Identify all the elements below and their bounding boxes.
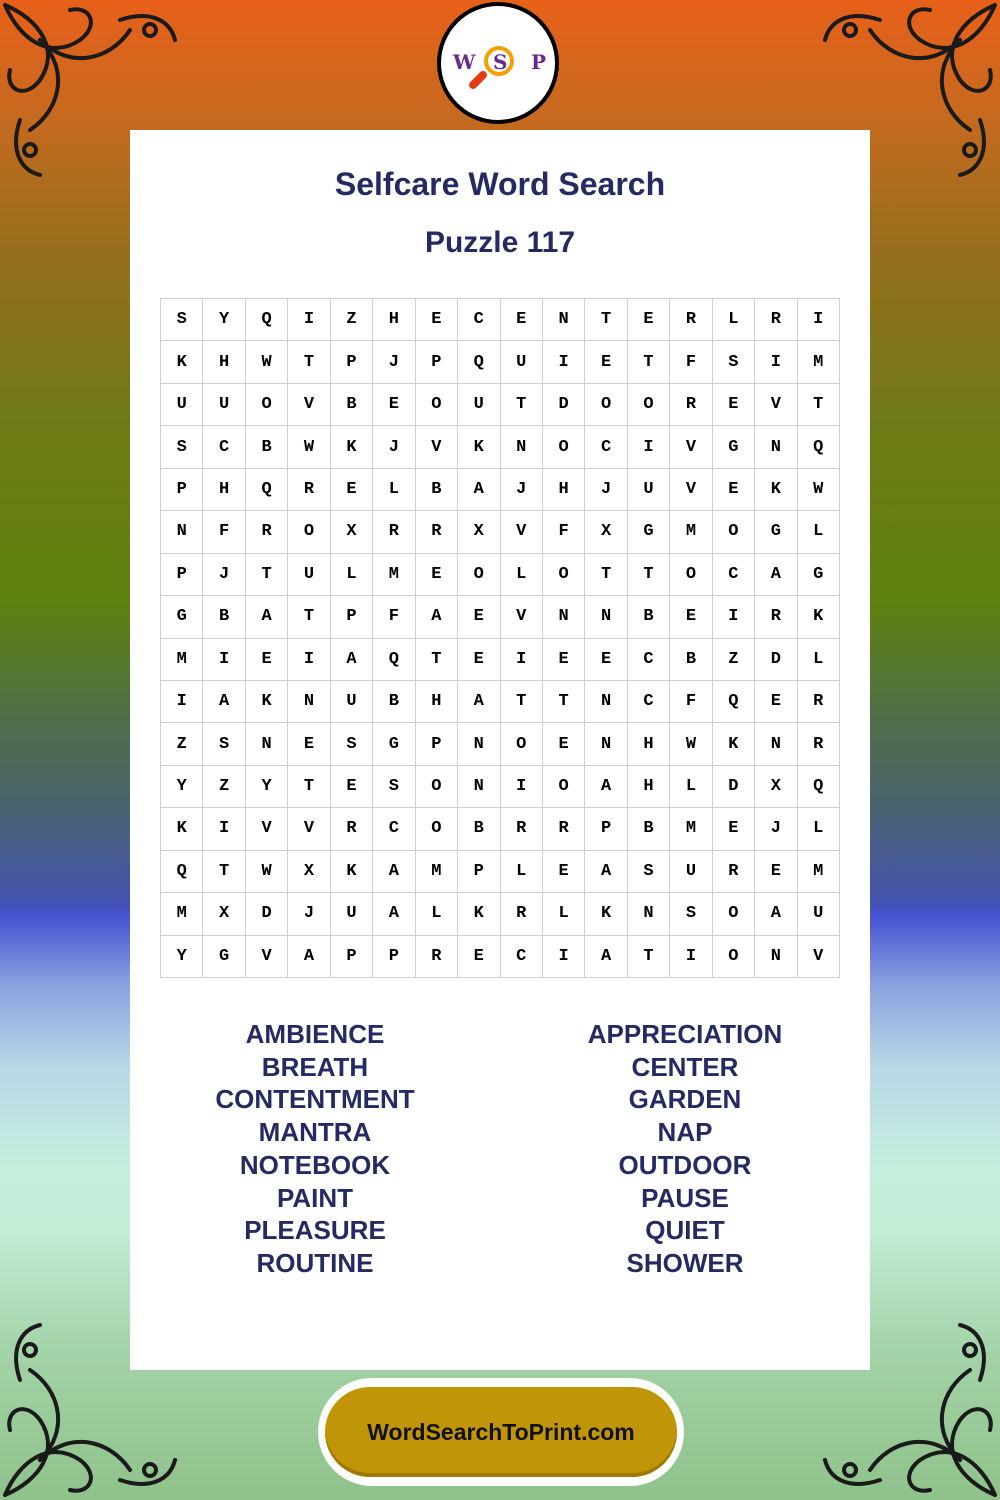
grid-cell[interactable]: B (246, 426, 288, 468)
grid-cell[interactable]: O (246, 384, 288, 426)
grid-cell[interactable]: N (543, 299, 585, 341)
grid-cell[interactable]: M (373, 554, 415, 596)
grid-cell[interactable]: R (755, 596, 797, 638)
grid-cell[interactable]: N (585, 681, 627, 723)
grid-cell[interactable]: E (416, 554, 458, 596)
grid-cell[interactable]: J (501, 469, 543, 511)
grid-cell[interactable]: G (755, 511, 797, 553)
grid-cell[interactable]: O (501, 723, 543, 765)
grid-cell[interactable]: U (331, 893, 373, 935)
grid-cell[interactable]: O (713, 893, 755, 935)
grid-cell[interactable]: V (416, 426, 458, 468)
grid-cell[interactable]: P (331, 936, 373, 978)
grid-cell[interactable]: S (203, 723, 245, 765)
word-list-item: PAINT (276, 1182, 354, 1213)
grid-cell[interactable]: H (203, 341, 245, 383)
grid-cell[interactable]: E (331, 766, 373, 808)
grid-cell[interactable]: Q (798, 426, 840, 468)
grid-cell[interactable]: U (670, 851, 712, 893)
grid-cell[interactable]: X (458, 511, 500, 553)
grid-cell[interactable]: O (416, 766, 458, 808)
grid-cell[interactable]: K (331, 426, 373, 468)
grid-cell[interactable]: J (373, 341, 415, 383)
grid-cell[interactable]: T (798, 384, 840, 426)
grid-cell[interactable]: Z (161, 723, 203, 765)
grid-cell[interactable]: E (585, 639, 627, 681)
grid-cell[interactable]: N (543, 596, 585, 638)
grid-cell[interactable]: W (246, 851, 288, 893)
grid-cell[interactable]: O (670, 554, 712, 596)
grid-cell[interactable]: H (416, 681, 458, 723)
grid-cell[interactable]: M (798, 341, 840, 383)
grid-cell[interactable]: M (798, 851, 840, 893)
grid-cell[interactable]: Q (246, 469, 288, 511)
grid-cell[interactable]: E (246, 639, 288, 681)
grid-cell[interactable]: T (585, 554, 627, 596)
grid-cell[interactable]: G (798, 554, 840, 596)
grid-cell[interactable]: R (288, 469, 330, 511)
grid-cell[interactable]: L (798, 511, 840, 553)
grid-cell[interactable]: N (501, 426, 543, 468)
grid-cell[interactable]: B (458, 808, 500, 850)
grid-cell[interactable]: E (288, 723, 330, 765)
word-list-item: GARDEN (628, 1084, 742, 1115)
grid-cell[interactable]: I (543, 341, 585, 383)
grid-cell[interactable]: C (713, 554, 755, 596)
word-list-item: OUTDOOR (618, 1149, 752, 1180)
grid-cell[interactable]: A (585, 766, 627, 808)
page-title: Selfcare Word Search (334, 166, 666, 202)
grid-cell[interactable]: I (161, 681, 203, 723)
grid-cell[interactable]: N (458, 723, 500, 765)
grid-cell[interactable]: K (798, 596, 840, 638)
logo-badge (441, 6, 555, 120)
grid-cell[interactable]: I (798, 299, 840, 341)
grid-cell[interactable]: C (585, 426, 627, 468)
grid-cell[interactable]: B (670, 639, 712, 681)
grid-cell[interactable]: T (203, 851, 245, 893)
grid-cell[interactable]: A (246, 596, 288, 638)
word-list-item: CONTENTMENT (215, 1084, 415, 1115)
grid-cell[interactable]: J (755, 808, 797, 850)
grid-cell[interactable]: E (713, 469, 755, 511)
grid-cell[interactable]: A (458, 469, 500, 511)
grid-cell[interactable]: E (713, 384, 755, 426)
word-list (130, 1018, 870, 1280)
grid-cell[interactable]: H (628, 766, 670, 808)
grid-cell[interactable]: I (288, 639, 330, 681)
grid-cell[interactable]: A (331, 639, 373, 681)
logo-letter-p: P (531, 50, 547, 74)
grid-cell[interactable]: U (331, 681, 373, 723)
grid-cell[interactable]: N (288, 681, 330, 723)
grid-cell[interactable]: R (670, 299, 712, 341)
grid-cell[interactable]: N (458, 766, 500, 808)
grid-cell[interactable]: N (161, 511, 203, 553)
grid-cell[interactable]: R (755, 299, 797, 341)
grid-cell[interactable]: R (416, 936, 458, 978)
grid-cell[interactable]: D (713, 766, 755, 808)
grid-cell[interactable]: E (628, 299, 670, 341)
grid-cell[interactable]: Q (798, 766, 840, 808)
grid-cell[interactable]: I (501, 766, 543, 808)
grid-cell[interactable]: P (331, 341, 373, 383)
grid-cell[interactable]: A (585, 936, 627, 978)
grid-cell[interactable]: M (161, 639, 203, 681)
grid-cell[interactable]: R (331, 808, 373, 850)
grid-cell[interactable]: T (628, 554, 670, 596)
grid-cell[interactable]: W (288, 426, 330, 468)
grid-cell[interactable]: T (416, 639, 458, 681)
grid-cell[interactable]: H (628, 723, 670, 765)
grid-cell[interactable]: E (458, 639, 500, 681)
grid-cell[interactable]: N (755, 426, 797, 468)
grid-cell[interactable]: W (670, 723, 712, 765)
grid-cell[interactable]: R (543, 808, 585, 850)
grid-cell[interactable]: N (628, 893, 670, 935)
grid-cell[interactable]: B (373, 681, 415, 723)
grid-cell[interactable]: B (416, 469, 458, 511)
grid-cell[interactable]: O (416, 808, 458, 850)
grid-cell[interactable]: S (628, 851, 670, 893)
grid-cell[interactable]: P (416, 341, 458, 383)
grid-cell[interactable]: P (161, 469, 203, 511)
grid-cell[interactable]: V (501, 596, 543, 638)
grid-cell[interactable]: U (288, 554, 330, 596)
grid-cell[interactable]: U (161, 384, 203, 426)
grid-cell[interactable]: O (713, 511, 755, 553)
grid-cell[interactable]: A (458, 681, 500, 723)
grid-cell[interactable]: Y (161, 766, 203, 808)
word-list-item: ROUTINE (256, 1247, 374, 1278)
word-list-item: NAP (657, 1117, 713, 1148)
grid-cell[interactable]: T (501, 681, 543, 723)
grid-cell[interactable]: V (501, 511, 543, 553)
grid-cell[interactable]: N (755, 723, 797, 765)
grid-cell[interactable]: M (416, 851, 458, 893)
grid-cell[interactable]: Z (331, 299, 373, 341)
grid-cell[interactable]: R (501, 893, 543, 935)
grid-cell[interactable]: V (798, 936, 840, 978)
word-list-item: AMBIENCE (245, 1019, 385, 1049)
grid-cell[interactable]: A (755, 893, 797, 935)
grid-cell[interactable]: L (713, 299, 755, 341)
word-list-right (500, 1018, 870, 1280)
grid-cell[interactable]: R (798, 681, 840, 723)
grid-cell[interactable]: O (416, 384, 458, 426)
logo-letter-s: S (493, 50, 508, 74)
grid-cell[interactable]: G (373, 723, 415, 765)
grid-cell[interactable]: O (585, 384, 627, 426)
grid-cell[interactable]: U (501, 341, 543, 383)
grid-cell[interactable]: Y (203, 299, 245, 341)
grid-cell[interactable]: J (373, 426, 415, 468)
grid-cell[interactable]: M (670, 511, 712, 553)
grid-cell[interactable]: S (161, 426, 203, 468)
word-list-item: APPRECIATION (587, 1019, 783, 1049)
puzzle-number: Puzzle 117 (424, 226, 576, 259)
grid-cell[interactable]: A (416, 596, 458, 638)
grid-cell[interactable]: O (458, 554, 500, 596)
grid-cell[interactable]: R (798, 723, 840, 765)
grid-cell[interactable]: E (458, 936, 500, 978)
grid-cell[interactable]: B (628, 808, 670, 850)
word-list-item: CENTER (631, 1051, 739, 1082)
grid-cell[interactable]: O (288, 511, 330, 553)
grid-cell[interactable]: O (543, 426, 585, 468)
grid-cell[interactable]: K (331, 851, 373, 893)
grid-cell[interactable]: I (203, 639, 245, 681)
grid-cell[interactable]: W (798, 469, 840, 511)
grid-cell[interactable]: O (543, 554, 585, 596)
grid-cell[interactable]: I (670, 936, 712, 978)
grid-cell[interactable]: V (246, 808, 288, 850)
grid-cell[interactable]: L (416, 893, 458, 935)
grid-cell[interactable]: X (288, 851, 330, 893)
grid-cell[interactable]: K (458, 893, 500, 935)
grid-cell[interactable]: D (543, 384, 585, 426)
grid-cell[interactable]: T (501, 384, 543, 426)
grid-cell[interactable]: S (373, 766, 415, 808)
grid-cell[interactable]: Q (373, 639, 415, 681)
grid-cell[interactable]: L (670, 766, 712, 808)
grid-cell[interactable]: H (543, 469, 585, 511)
grid-cell[interactable]: U (798, 893, 840, 935)
grid-cell[interactable]: E (458, 596, 500, 638)
grid-cell[interactable]: B (331, 384, 373, 426)
grid-cell[interactable]: N (755, 936, 797, 978)
grid-cell[interactable]: K (161, 341, 203, 383)
grid-cell[interactable]: L (501, 851, 543, 893)
grid-cell[interactable]: R (713, 851, 755, 893)
grid-cell[interactable]: C (628, 639, 670, 681)
grid-cell[interactable]: F (203, 511, 245, 553)
site-link-button[interactable] (325, 1387, 677, 1477)
grid-cell[interactable]: C (458, 299, 500, 341)
grid-cell[interactable]: E (755, 681, 797, 723)
grid-cell[interactable]: O (543, 766, 585, 808)
grid-cell[interactable]: V (670, 469, 712, 511)
grid-cell[interactable]: V (288, 384, 330, 426)
grid-cell[interactable]: K (458, 426, 500, 468)
grid-cell[interactable]: S (161, 299, 203, 341)
grid-cell[interactable]: Q (458, 341, 500, 383)
grid-cell[interactable]: S (670, 893, 712, 935)
grid-cell[interactable]: M (670, 808, 712, 850)
grid-cell[interactable]: T (246, 554, 288, 596)
grid-cell[interactable]: X (331, 511, 373, 553)
word-list-item: MANTRA (258, 1117, 372, 1148)
grid-cell[interactable]: A (373, 851, 415, 893)
grid-cell[interactable]: Y (246, 766, 288, 808)
grid-cell[interactable]: Y (161, 936, 203, 978)
grid-cell[interactable]: O (628, 384, 670, 426)
grid-cell[interactable]: U (203, 384, 245, 426)
grid-cell[interactable]: I (543, 936, 585, 978)
logo-letter-w: W (453, 50, 476, 74)
grid-cell[interactable]: Z (713, 639, 755, 681)
grid-cell[interactable]: E (543, 639, 585, 681)
grid-cell[interactable]: S (713, 341, 755, 383)
grid-cell[interactable]: F (543, 511, 585, 553)
grid-cell[interactable]: T (543, 681, 585, 723)
grid-cell[interactable]: V (755, 384, 797, 426)
grid-cell[interactable]: Q (246, 299, 288, 341)
grid-cell[interactable]: C (501, 936, 543, 978)
grid-cell[interactable]: A (373, 893, 415, 935)
word-list-item: NOTEBOOK (239, 1149, 391, 1180)
grid-cell[interactable]: E (670, 596, 712, 638)
grid-cell[interactable]: B (628, 596, 670, 638)
grid-cell[interactable]: R (246, 511, 288, 553)
word-list-left (130, 1018, 500, 1280)
grid-cell[interactable]: L (543, 893, 585, 935)
grid-cell[interactable]: S (331, 723, 373, 765)
grid-cell[interactable]: X (585, 511, 627, 553)
grid-cell[interactable]: V (288, 808, 330, 850)
grid-cell[interactable]: U (628, 469, 670, 511)
grid-cell[interactable]: F (670, 681, 712, 723)
grid-cell[interactable]: C (628, 681, 670, 723)
grid-cell[interactable]: R (373, 511, 415, 553)
wsp-logo (437, 2, 559, 124)
grid-cell[interactable]: Q (713, 681, 755, 723)
grid-cell[interactable]: J (585, 469, 627, 511)
grid-cell[interactable]: J (203, 554, 245, 596)
word-list-item: PAUSE (641, 1182, 729, 1213)
grid-cell[interactable]: K (161, 808, 203, 850)
grid-cell[interactable]: I (288, 299, 330, 341)
grid-cell[interactable]: P (331, 596, 373, 638)
grid-cell[interactable]: T (288, 596, 330, 638)
grid-cell[interactable]: E (755, 851, 797, 893)
grid-cell[interactable]: E (713, 808, 755, 850)
grid-cell[interactable]: N (246, 723, 288, 765)
grid-cell[interactable]: I (501, 639, 543, 681)
word-list-item: PLEASURE (244, 1215, 386, 1246)
grid-cell[interactable]: L (331, 554, 373, 596)
grid-cell[interactable]: A (585, 851, 627, 893)
grid-cell[interactable]: M (161, 893, 203, 935)
grid-cell[interactable]: Q (161, 851, 203, 893)
grid-cell[interactable]: P (416, 723, 458, 765)
grid-cell[interactable]: N (585, 723, 627, 765)
grid-cell[interactable]: L (501, 554, 543, 596)
grid-cell[interactable]: Z (203, 766, 245, 808)
grid-cell[interactable]: I (713, 596, 755, 638)
site-link-label: WordSearchToPrint.com (367, 1418, 635, 1445)
grid-cell[interactable]: K (713, 723, 755, 765)
grid-cell[interactable]: G (628, 511, 670, 553)
grid-cell[interactable]: T (628, 936, 670, 978)
grid-cell[interactable]: A (288, 936, 330, 978)
grid-cell[interactable]: I (628, 426, 670, 468)
grid-cell[interactable]: V (246, 936, 288, 978)
grid-cell[interactable]: X (203, 893, 245, 935)
grid-cell[interactable]: H (373, 299, 415, 341)
grid-cell[interactable]: N (585, 596, 627, 638)
grid-cell[interactable]: G (161, 596, 203, 638)
grid-cell[interactable]: U (458, 384, 500, 426)
grid-cell[interactable]: K (585, 893, 627, 935)
grid-cell[interactable]: X (755, 766, 797, 808)
word-list-item: QUIET (645, 1215, 725, 1246)
grid-cell[interactable]: I (203, 808, 245, 850)
grid-cell[interactable]: P (585, 808, 627, 850)
grid-cell[interactable]: P (458, 851, 500, 893)
grid-cell[interactable]: A (755, 554, 797, 596)
grid-cell[interactable]: F (373, 596, 415, 638)
grid-cell[interactable]: O (713, 936, 755, 978)
puzzle-card (130, 130, 870, 1370)
grid-cell[interactable]: E (543, 723, 585, 765)
grid-cell[interactable]: L (798, 639, 840, 681)
grid-cell[interactable]: T (585, 299, 627, 341)
grid-cell[interactable]: K (246, 681, 288, 723)
grid-cell[interactable]: E (416, 299, 458, 341)
grid-cell[interactable]: H (203, 469, 245, 511)
grid-cell[interactable]: C (373, 808, 415, 850)
grid-cell[interactable]: D (755, 639, 797, 681)
grid-cell[interactable]: T (288, 766, 330, 808)
grid-cell[interactable]: A (203, 681, 245, 723)
grid-cell[interactable]: E (373, 384, 415, 426)
word-list-item: BREATH (261, 1051, 369, 1082)
grid-cell[interactable]: R (416, 511, 458, 553)
grid-cell[interactable]: E (543, 851, 585, 893)
grid-cell[interactable]: K (755, 469, 797, 511)
grid-cell[interactable]: D (246, 893, 288, 935)
grid-cell[interactable]: G (203, 936, 245, 978)
grid-cell[interactable]: L (373, 469, 415, 511)
grid-cell[interactable]: P (161, 554, 203, 596)
word-list-item: SHOWER (626, 1247, 744, 1278)
grid-cell[interactable]: T (628, 341, 670, 383)
grid-cell[interactable]: B (203, 596, 245, 638)
grid-cell[interactable]: I (755, 341, 797, 383)
grid-cell[interactable]: J (288, 893, 330, 935)
grid-cell[interactable]: V (670, 426, 712, 468)
grid-cell[interactable]: E (585, 341, 627, 383)
grid-cell[interactable]: E (501, 299, 543, 341)
grid-cell[interactable]: R (670, 384, 712, 426)
letter-grid (160, 298, 840, 978)
grid-cell[interactable]: C (203, 426, 245, 468)
grid-cell[interactable]: G (713, 426, 755, 468)
grid-cell[interactable]: T (288, 341, 330, 383)
grid-cell[interactable]: W (246, 341, 288, 383)
grid-cell[interactable]: R (501, 808, 543, 850)
grid-cell[interactable]: E (331, 469, 373, 511)
grid-cell[interactable]: F (670, 341, 712, 383)
grid-cell[interactable]: L (798, 808, 840, 850)
grid-cell[interactable]: P (373, 936, 415, 978)
